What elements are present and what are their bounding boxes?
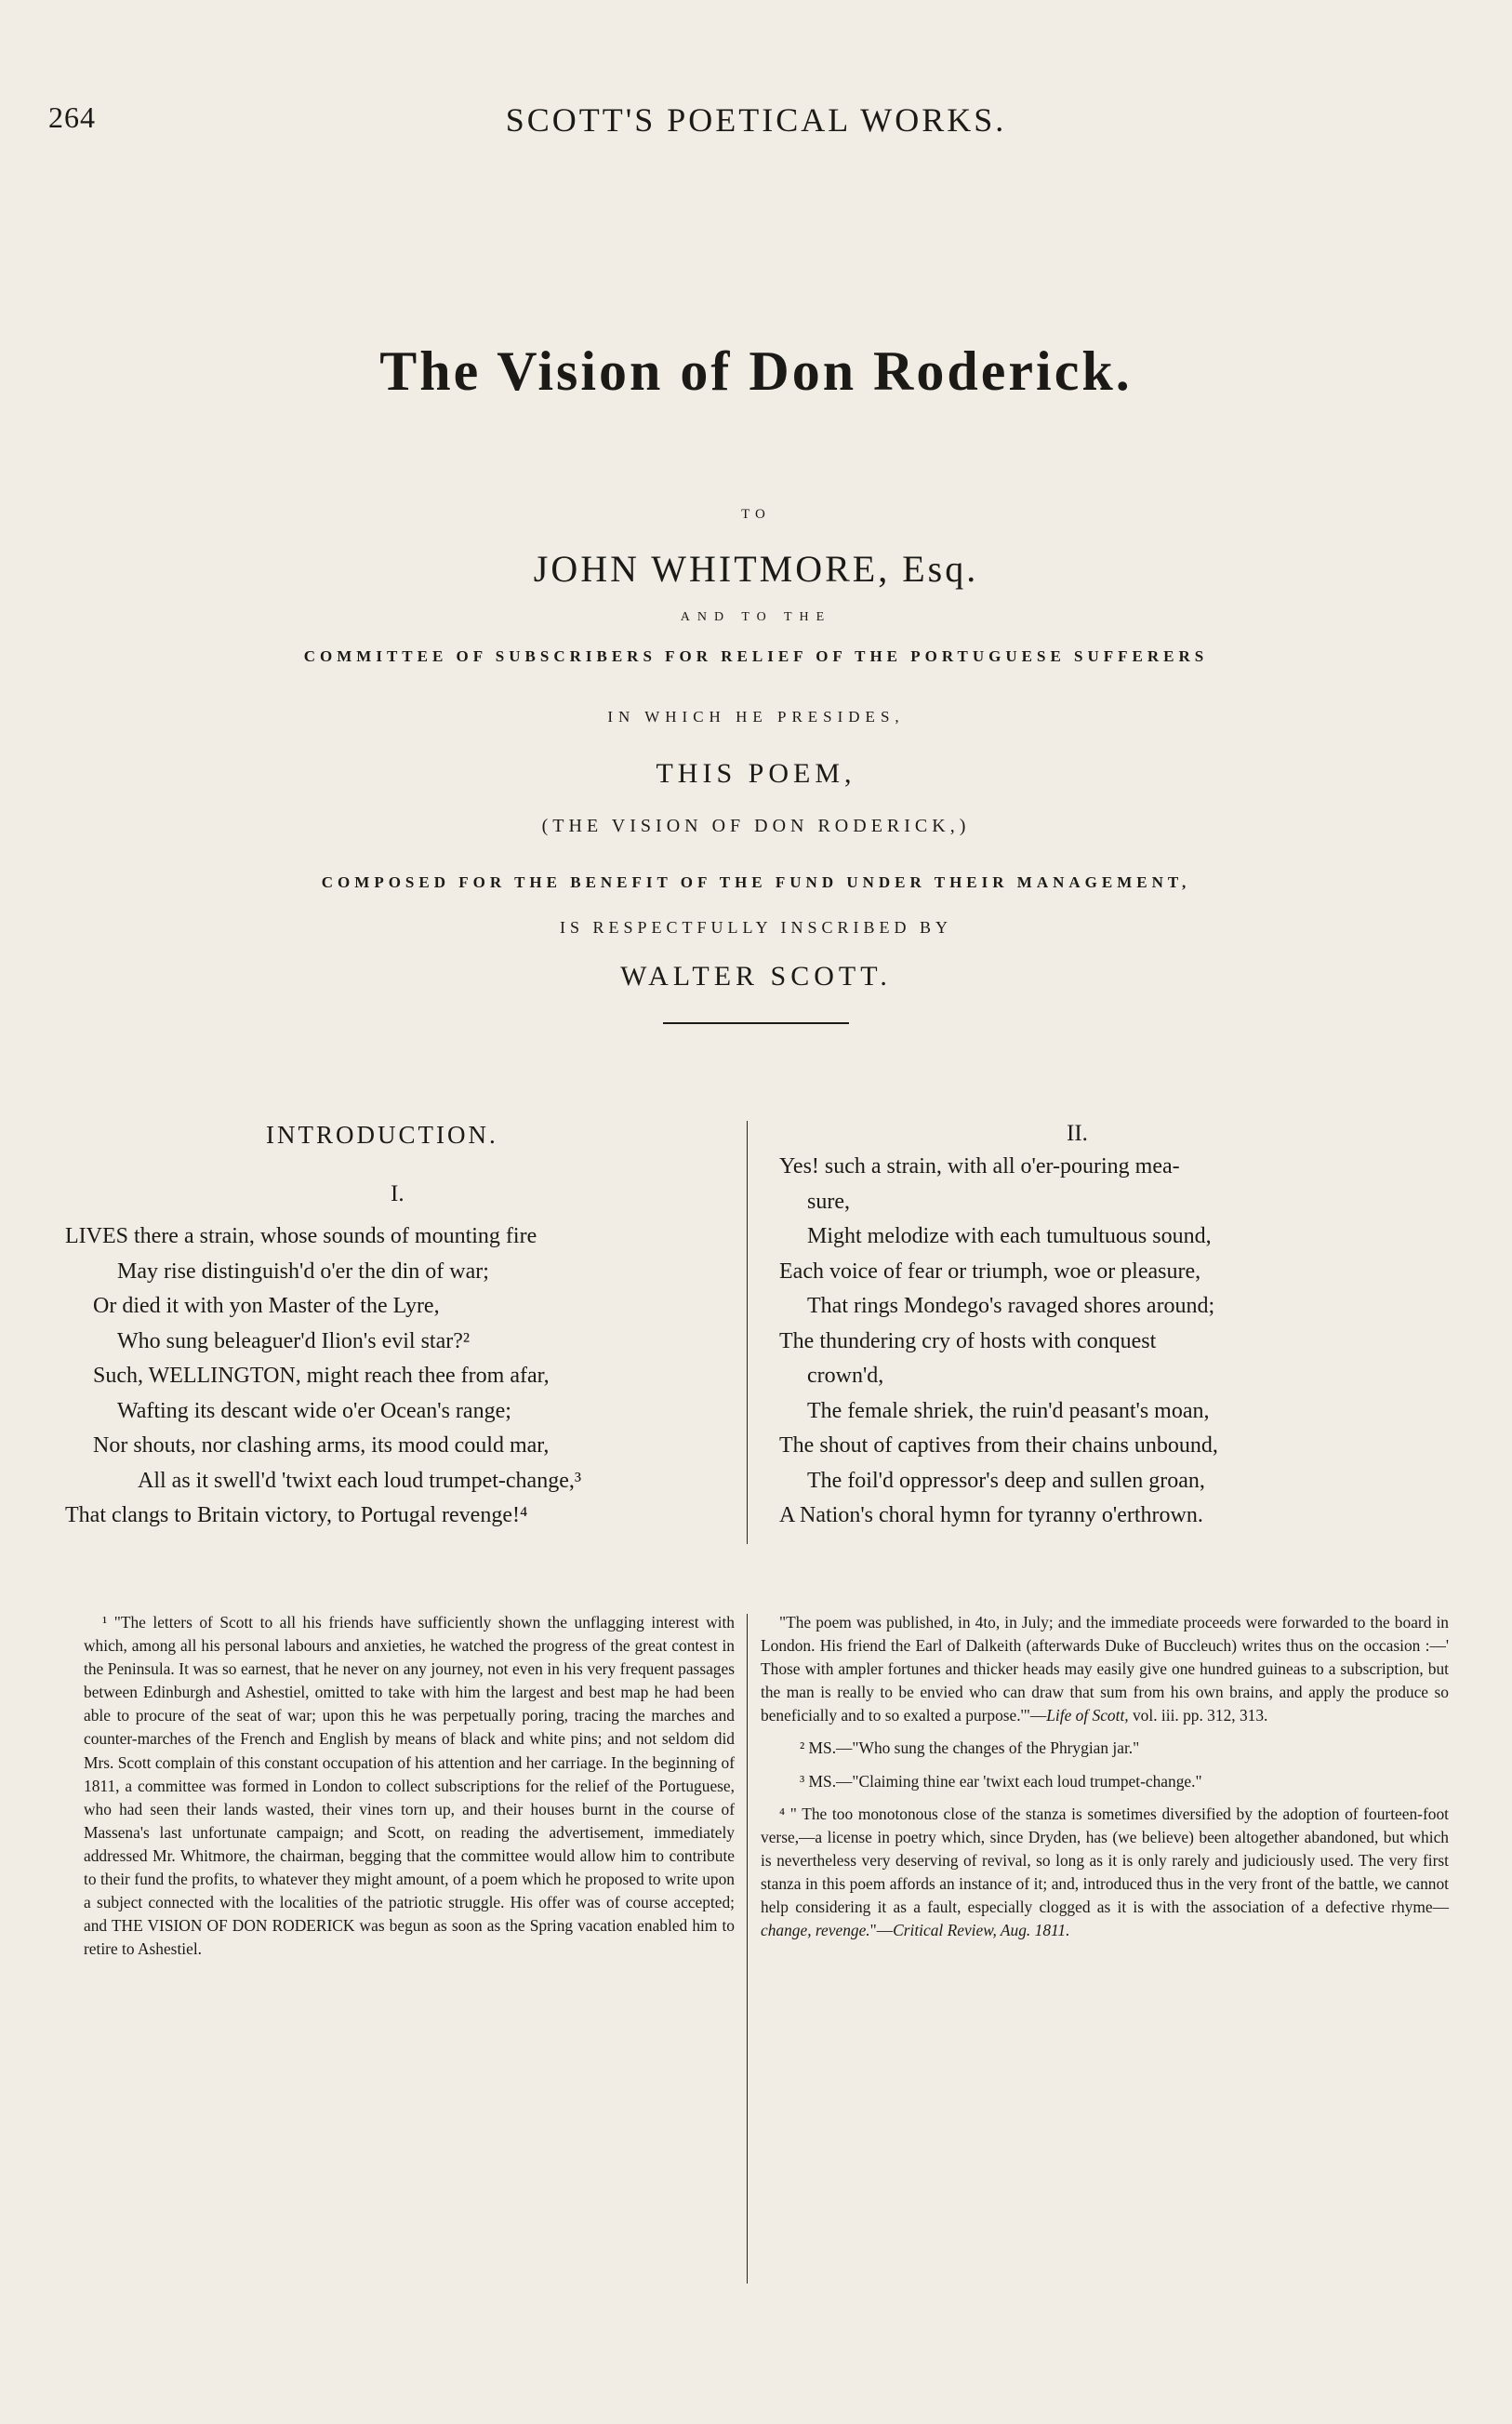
verse-line: Wafting its descant wide o'er Ocean's range; (117, 1398, 511, 1423)
footnote-4-text: ⁴ " The too monotonous close of the stanza is sometimes diversified by the adoption of fourteen-foot verse,—a license in poetry which, since Dryden, has (we believe) been altogether abandoned, but which is nevertheless very deserving of revival, so long as it is only rarely and judiciously used. The very first stanza in this poem affords an instance of it; and, introduced thus in the very front of the battle, we cannot help considering it as a fault, especially clogged as it is with the association of a defective rhyme— (761, 1804, 1449, 1917)
footnote-1-citation: Life of Scott, (1046, 1706, 1129, 1725)
title-divider (663, 1022, 849, 1024)
dedication-in-which: IN WHICH HE PRESIDES, (607, 708, 905, 726)
verse-line: Nor shouts, nor clashing arms, its mood could mar, (93, 1433, 550, 1458)
column-divider-verse (747, 1121, 748, 1544)
footnotes-left-column (84, 1611, 735, 1970)
verse-line: Might melodize with each tumultuous sound, (807, 1224, 1212, 1248)
verse-line: All as it swell'd 'twixt each loud trumpet-change,³ (138, 1468, 582, 1493)
stanza-number-2: II. (1067, 1121, 1088, 1146)
verse-line: LIVES there a strain, whose sounds of mounting fire (65, 1224, 537, 1248)
poem-title: The Vision of Don Roderick. (379, 340, 1133, 402)
footnote-4 (761, 1803, 1449, 1943)
verse-line: The female shriek, the ruin'd peasant's moan, (807, 1398, 1210, 1423)
verse-line: May rise distinguish'd o'er the din of war; (117, 1259, 489, 1284)
page-number: 264 (48, 100, 96, 134)
verse-line: That rings Mondego's ravaged shores around; (807, 1294, 1215, 1318)
footnote-4-rhyme: change, revenge. (761, 1921, 870, 1940)
dedication-author: WALTER SCOTT. (620, 961, 892, 992)
footnote-1-continued-text: "The poem was published, in 4to, in July; and the immediate proceeds were forwarded to the board in London. His friend the Earl of Dalkeith (afterwards Duke of Buccleuch) writes thus on the occasion :—' Those with ampler fortunes and thicker heads may easily give one hundred guineas to a subscription, but the man is really to be envied who can draw that sum from his own brains, and apply the produce so beneficially and to so exalted a purpose.'"— (761, 1613, 1449, 1725)
footnote-1-citation-end: vol. iii. pp. 312, 313. (1128, 1706, 1268, 1725)
dedication-inscribed: IS RESPECTFULLY INSCRIBED BY (559, 918, 953, 937)
introduction-heading: INTRODUCTION. (266, 1121, 498, 1149)
footnote-1: ¹ "The letters of Scott to all his friends have sufficiently shown the unflagging interest with which, among all his personal labours and anxieties, he watched the progress of the great contest in the Peninsula. It was so earnest, that he never on any journey, not even in his very frequent passages between Edinburgh and Ashestiel, omitted to take with him the largest and best map he had been able to procure of the seat of war; upon this he was perpetually poring, tracing the marches and counter-marches of the French and English by means of black and white pins; and not seldom did Mrs. Scott complain of this constant occupation of his attention and her carriage. In the beginning of 1811, a committee was formed in London to collect subscriptions for the relief of the Portuguese, who had seen their lands wasted, their vines torn up, and their houses burnt in the course of Massena's last unfortunate campaign; and Scott, on reading the advertisement, immediately addressed Mr. Whitmore, the chairman, begging that the committee would allow him to contribute to their fund the profits, to whatever they might amount, of a poem which he proposed to write upon a subject connected with the localities of the patriotic struggle. His offer was of course accepted; and THE VISION OF DON RODERICK was begun as soon as the Spring vacation enabled him to retire to Ashestiel. (84, 1613, 735, 1959)
verse-line: The thundering cry of hosts with conquest (779, 1328, 1157, 1353)
dedication-to: TO (741, 507, 771, 522)
footnote-4-dash: "— (869, 1921, 894, 1940)
column-divider-notes (747, 1614, 748, 2284)
footnote-3: ³ MS.—"Claiming thine ear 'twixt each loud trumpet-change." (800, 1771, 1202, 1791)
footnote-4-citation: Critical Review, Aug. 1811. (893, 1921, 1070, 1940)
footnotes-right-column (761, 1611, 1449, 1951)
stanza-number-1: I. (391, 1181, 405, 1206)
dedication-vision: (THE VISION OF DON RODERICK,) (541, 816, 971, 836)
verse-line: The foil'd oppressor's deep and sullen groan, (807, 1468, 1205, 1493)
footnote-1-continued (761, 1611, 1449, 1727)
running-head: SCOTT'S POETICAL WORKS. (505, 101, 1007, 139)
dedication-and-to-the: AND TO THE (680, 610, 832, 624)
verse-line: Who sung beleaguer'd Ilion's evil star?² (117, 1328, 471, 1353)
dedication-name: JOHN WHITMORE, Esq. (533, 548, 979, 590)
dedication-composed: COMPOSED FOR THE BENEFIT OF THE FUND UNDER THEIR MANAGEMENT, (321, 873, 1191, 891)
verse-line: Or died it with yon Master of the Lyre, (93, 1294, 440, 1318)
verse-line: Each voice of fear or triumph, woe or pleasure, (779, 1259, 1201, 1284)
verse-line: crown'd, (807, 1364, 884, 1388)
verse-line: A Nation's choral hymn for tyranny o'erthrown. (779, 1503, 1203, 1527)
verse-line: The shout of captives from their chains unbound, (779, 1433, 1218, 1458)
verse-line: That clangs to Britain victory, to Portugal revenge!⁴ (65, 1503, 528, 1527)
verse-line: Yes! such a strain, with all o'er-pouring mea- (779, 1154, 1180, 1179)
footnote-2: ² MS.—"Who sung the changes of the Phrygian jar." (800, 1738, 1140, 1758)
stanza-1 (65, 1219, 735, 1534)
verse-line: Such, WELLINGTON, might reach thee from afar, (93, 1364, 550, 1388)
dedication-committee: COMMITTEE OF SUBSCRIBERS FOR RELIEF OF THE PORTUGUESE SUFFERERS (303, 647, 1209, 665)
dedication-this-poem: THIS POEM, (656, 758, 856, 789)
verse-line: sure, (807, 1189, 850, 1214)
stanza-2 (779, 1150, 1467, 1534)
